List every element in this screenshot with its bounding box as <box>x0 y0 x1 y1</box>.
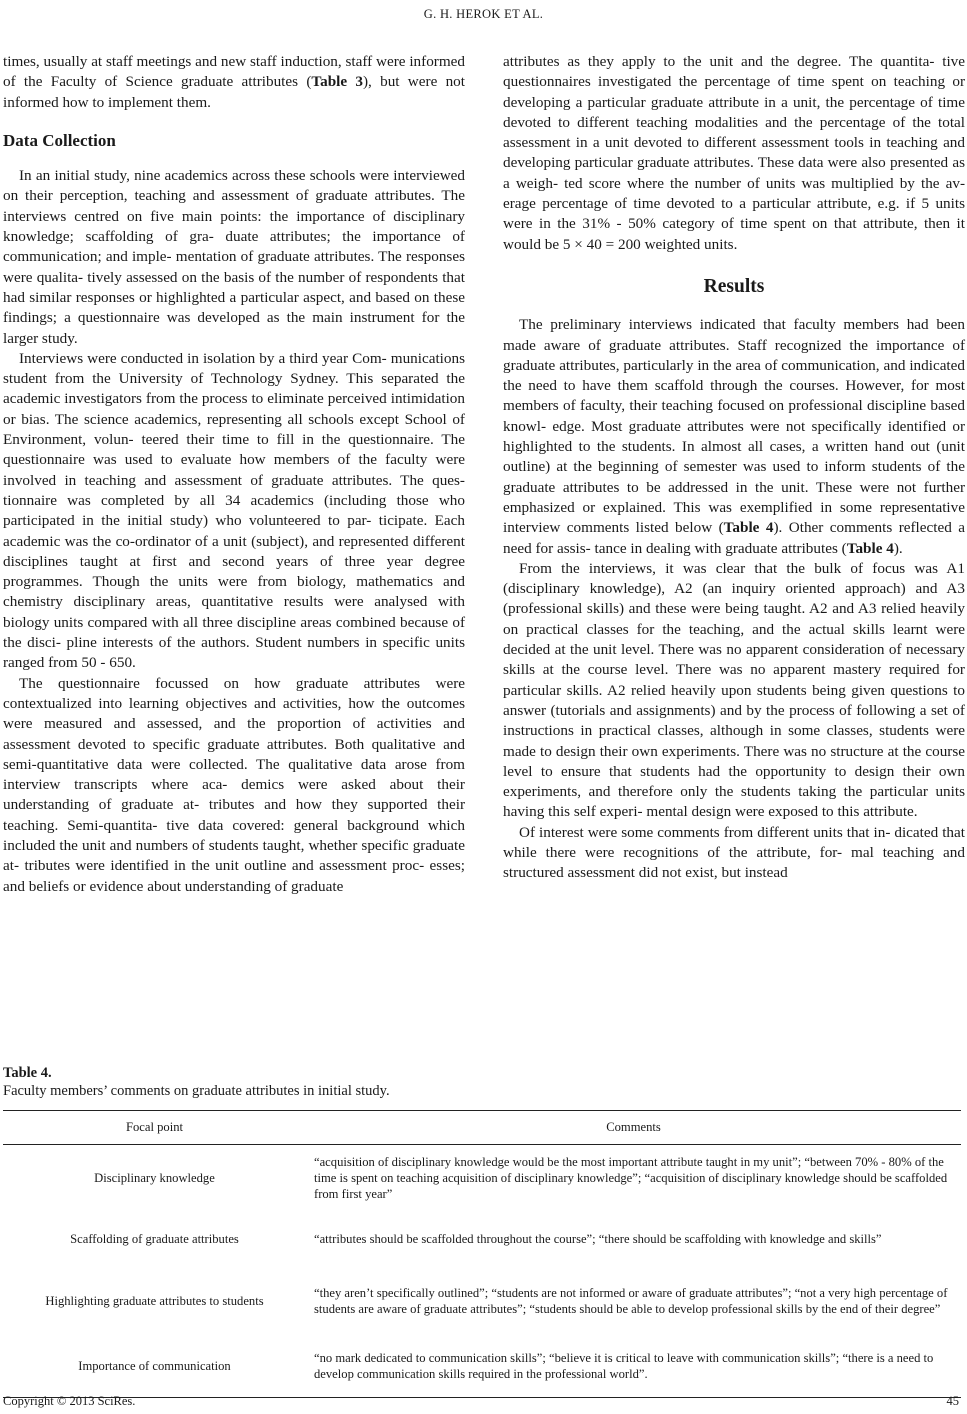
table-caption <box>3 1064 390 1100</box>
paragraph: attributes as they apply to the unit and the degree. The quantita- tive questionnaires investigated the percentage of time spent on teaching or developing a particular graduate attribute in a unit, the percentage of time devoted to different teaching modalities and the percentage of the total assessment in a unit devoted to different assessment tools in teaching and developing particular graduate attributes. These data were also presented as a weigh- ted score where the number of units was multiplied by the av- erage percentage of time devoted to a particular attribute, e.g. if 5 units were in the 31% - 50% category of time spent on that attribute, then it would be 5 × 40 = 200 weighted units. <box>503 53 965 253</box>
paragraph: The questionnaire focussed on how graduate attributes were contextualized into learning objectives and activities, how the outcomes were measured and assessed, and the proportion of activities and assessment devoted to specific graduate attributes. Both qualitative and semi-quantitative data were collected. The qualitative data arose from interview transcripts where aca- demics were asked about their understanding of graduate at- tributes and how they supported their teaching. Semi-quantita- tive data covered: general background which included the unit and numbers of students taught, whether specific graduate at- tributes were identified in the unit outline and assessment proc- esses; and beliefs or evidence about understanding of graduate <box>3 674 465 895</box>
table-reference: Table 4 <box>846 539 894 557</box>
paragraph: times, usually at staff meetings and new staff induction, staff were informed of the Faculty of Science graduate attributes (Table 3), but were not informed how to implement them. <box>3 53 465 111</box>
section-heading-results: Results <box>703 275 765 297</box>
comments-cell: “acquisition of disciplinary knowledge would be the most important attribute taught in my unit”; “between 70% - 80% of the time is spent on teaching acquisition of disciplinary knowledge”; “acquisition of disciplinary knowledge should be scaffolded from first year” <box>314 1155 948 1201</box>
table-row <box>3 1145 961 1212</box>
comments-cell: “no mark dedicated to communication skills”; “believe it is critical to leave with communication skills”; “there is a need to develop communication skills required in the professional world”. <box>306 1335 961 1397</box>
running-head: G. H. HEROK ET AL. <box>423 7 544 21</box>
paragraph: Interviews were conducted in isolation by a third year Com- munications student from the University of Technology Sydney. This separated the academic investigators from the process to eliminate perceived intimidation or bias. The science academics, representing all schools except School of Environment, volun- teered their time to fill in the questionnaire. The questionnaire was used to evaluate how members of the faculty were involved in teaching and assessment of graduate attributes. The ques- tionnaire was completed by all 34 academics (including those who participated in the initial study) who volunteered to par- ticipate. Each academic was the co-ordinator of a unit (subject), and represented different disciplines taught at first and second years of three year degree programmes. Though the units were from biology, mathematics and chemistry disciplinary areas, quantitative results were analysed with biology units compared with all three discipline areas combined because of the disci- pline interests of the authors. Student numbers in specific units ranged from 50 - 650. <box>3 349 465 672</box>
section-heading-data-collection: Data Collection <box>3 130 116 150</box>
paragraph: The preliminary interviews indicated that faculty members had been made aware of graduate attributes. Staff recognized the importance of graduate attributes, particularly in the area of communication, and indicated the need to have them scaffold through the courses. However, for most members of faculty, their teaching focused on professional discipline based knowl- edge. Most graduate attributes were not specifically identified or highlighted to the students. In almost all cases, a written hand out (unit outline) at the beginning of semester was used to inform students of the graduate attributes to be addressed in the unit. These were not further emphasized or explained. This was exemplified in some representative interview comments listed below (Table 4). Other comments reflected a need for assis- tance in dealing with graduate attributes (Table 4). <box>503 316 965 557</box>
left-column <box>3 52 465 897</box>
focal-point-cell: Disciplinary knowledge <box>94 1171 215 1185</box>
table-row <box>3 1267 961 1335</box>
paragraph: Of interest were some comments from different units that in- dicated that while there were recognitions of the attribute, for- mal teaching and structured assessment did not exist, but instead <box>503 823 965 882</box>
page-number: 45 <box>946 1394 959 1408</box>
column-header-comments: Comments <box>306 1111 961 1145</box>
table-row <box>3 1335 961 1397</box>
comments-cell: “they aren’t specifically outlined”; “students are not informed or aware of graduate attributes”; “not a very high percentage of students are aware of graduate attributes”; “students should be able to develop professional skills by the end of their degree” <box>314 1286 948 1316</box>
table-caption-text: Faculty members’ comments on graduate attributes in initial study. <box>3 1083 390 1099</box>
table-row <box>3 1211 961 1267</box>
column-header-focal-point: Focal point <box>3 1111 306 1145</box>
focal-point-cell: Importance of communication <box>3 1335 306 1397</box>
copyright-footer: Copyright © 2013 SciRes. <box>3 1394 136 1408</box>
comments-cell: “attributes should be scaffolded throughout the course”; “there should be scaffolding with knowledge and skills” <box>314 1232 882 1246</box>
paragraph: From the interviews, it was clear that the bulk of focus was A1 (disciplinary knowledge), A2 (an inquiry oriented approach) and A3 (professional skills) and these were being taught. A2 and A3 relied heavily on practical classes for the teaching, and the actual skills learnt were decided at the unit level. There was no apparent consideration of necessary skills at the course level. There was no apparent mastery required for particular skills. A2 relied heavily upon students being given questions to answer (tutorials and assignments) and by the process of following a set of instructions in practical classes, although in some classes, students were made to design their own experiments. There was no structure at the course level to ensure that students had the opportunity to design their own experiments, and therefore only the students taking the particular units having this self experi- mental design were exposed to this attribute. <box>503 559 965 821</box>
focal-point-cell: Scaffolding of graduate attributes <box>70 1232 239 1246</box>
right-column <box>503 52 965 884</box>
comments-table <box>3 1110 961 1398</box>
table-reference: Table 3 <box>311 73 363 91</box>
table-reference: Table 4 <box>723 519 774 537</box>
table-label: Table 4. <box>3 1065 52 1081</box>
paragraph: In an initial study, nine academics across these schools were interviewed on their perception, teaching and assessment of graduate attributes. The interviews centred on five main points: the importance of disciplinary knowledge; scaffolding of gra- duate attributes; the importance of communication; and imple- mentation of graduate attributes. The responses were qualita- tively assessed on the basis of the number of respondents that had similar responses or highlighted a particular aspect, and based on these findings; a questionnaire was developed as the main instrument for the larger study. <box>3 167 465 347</box>
focal-point-cell: Highlighting graduate attributes to students <box>45 1294 264 1308</box>
